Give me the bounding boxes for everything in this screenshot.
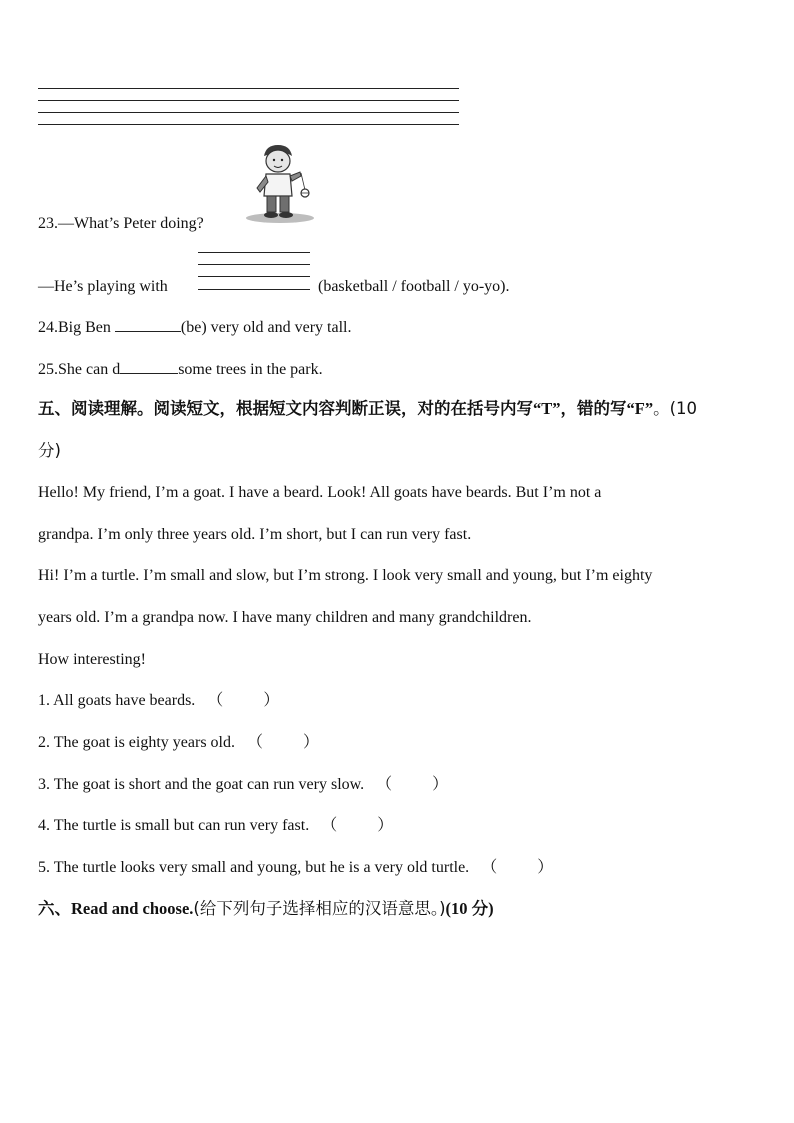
- section5-heading: [38, 398, 697, 420]
- q23-answer-line-2: [198, 264, 310, 265]
- q25-item: [38, 359, 323, 380]
- section5-heading-line2: 分): [38, 441, 61, 460]
- section6-title-cn: (给下列句子选择相应的汉语意思。): [193, 899, 446, 918]
- section6-prefix: 六、: [38, 899, 71, 918]
- writing-line-1: [38, 88, 459, 89]
- statement-text: 5. The turtle looks very small and young, but he is a very old turtle.: [38, 859, 470, 876]
- q23-answer-prefix: —He’s playing with: [38, 278, 168, 295]
- passage-line: How interesting!: [38, 651, 146, 668]
- answer-paren[interactable]: （ ）: [207, 692, 280, 709]
- writing-line-2: [38, 100, 459, 101]
- q25-blank[interactable]: [120, 359, 178, 374]
- q24-item: [38, 317, 352, 338]
- q23-answer-line-1: [198, 252, 310, 253]
- q25-prefix: 25.She can d: [38, 361, 121, 378]
- passage-line: Hello! My friend, I’m a goat. I have a beard. Look! All goats have beards. But I’m not a: [38, 484, 602, 501]
- section5-mark-f: “F”: [626, 399, 654, 418]
- statement-4: [38, 816, 393, 836]
- passage-line: years old. I’m a grandpa now. I have many children and many grandchildren.: [38, 609, 532, 626]
- writing-line-4: [38, 124, 459, 125]
- boy-playing-yoyo-icon: [244, 142, 318, 226]
- answer-paren[interactable]: （ ）: [376, 776, 449, 793]
- statement-3: [38, 775, 448, 795]
- statement-1: [38, 691, 279, 711]
- q23-answer-line-3: [198, 276, 310, 277]
- section5-mark-t: “T”: [533, 399, 561, 418]
- q23-options: (basketball / football / yo-yo).: [318, 278, 510, 295]
- passage-line: Hi! I’m a turtle. I’m small and slow, but I’m strong. I look very small and young, but I’m eighty: [38, 567, 653, 584]
- q24-prefix: 24.Big Ben: [38, 319, 111, 336]
- section5-heading-a: 五、阅读理解。阅读短文，根据短文内容判断正误，对的在括号内写: [38, 399, 533, 418]
- statement-text: 2. The goat is eighty years old.: [38, 734, 235, 751]
- answer-paren[interactable]: （ ）: [481, 859, 554, 876]
- statement-text: 1. All goats have beards.: [38, 692, 196, 709]
- section6-title-en: Read and choose.: [71, 899, 194, 918]
- section6-heading: [38, 898, 494, 920]
- answer-paren[interactable]: （ ）: [247, 734, 320, 751]
- statement-text: 3. The goat is short and the goat can run very slow.: [38, 776, 365, 793]
- writing-line-3: [38, 112, 459, 113]
- q23-question: 23.—What’s Peter doing?: [38, 215, 204, 232]
- answer-paren[interactable]: （ ）: [321, 817, 394, 834]
- q24-suffix: (be) very old and very tall.: [180, 319, 352, 336]
- passage-line: grandpa. I’m only three years old. I’m short, but I can run very fast.: [38, 526, 472, 543]
- statement-2: [38, 733, 319, 753]
- q23-answer-line-4[interactable]: [198, 289, 310, 290]
- q25-suffix: some trees in the park.: [178, 361, 323, 378]
- q24-blank[interactable]: [115, 317, 181, 332]
- section5-heading-b: ，错的写: [560, 399, 627, 418]
- section6-points: (10 分): [445, 899, 494, 918]
- statement-text: 4. The turtle is small but can run very fast.: [38, 817, 310, 834]
- statement-5: [38, 858, 553, 878]
- section5-heading-c: 。(10: [653, 399, 698, 418]
